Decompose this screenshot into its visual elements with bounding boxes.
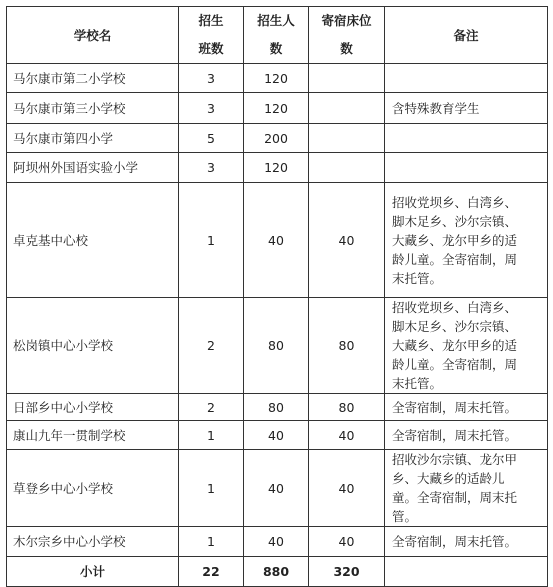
school-name-cell: 马尔康市第四小学 (7, 124, 179, 153)
table-row (7, 64, 548, 93)
classes-cell: 1 (179, 183, 244, 298)
school-name-cell: 卓克基中心校 (7, 183, 179, 298)
beds-cell: 40 (309, 183, 385, 298)
table-row (7, 421, 548, 450)
beds-cell: 40 (309, 527, 385, 557)
header-students-line-2: 数 (269, 41, 283, 56)
header-classes-line-2: 班数 (198, 41, 224, 56)
note-line: 招收沙尔宗镇、龙尔甲 (392, 452, 518, 467)
beds-cell: 80 (309, 298, 385, 394)
beds-cell: 40 (309, 450, 385, 527)
note-cell (385, 421, 548, 450)
students-cell: 40 (244, 527, 309, 557)
note-line: 龄儿童。全寄宿制，周 (392, 357, 518, 372)
students-cell: 200 (244, 124, 309, 153)
total-classes: 22 (179, 557, 244, 587)
students-cell: 120 (244, 93, 309, 124)
classes-cell: 1 (179, 450, 244, 527)
enrollment-table (6, 6, 548, 587)
header-students (244, 7, 309, 64)
beds-cell: 80 (309, 394, 385, 421)
note-line: 末托管。 (392, 376, 443, 391)
note-line: 招收党坝乡、白湾乡、 (392, 194, 518, 210)
beds-cell (309, 64, 385, 93)
beds-cell (309, 153, 385, 183)
school-name-cell: 阿坝州外国语实验小学 (7, 153, 179, 183)
note-line: 招收党坝乡、白湾乡、 (392, 300, 518, 315)
total-row (7, 557, 548, 587)
school-name-cell: 草登乡中心小学校 (7, 450, 179, 527)
header-note: 备注 (385, 7, 548, 64)
note-line: 含特殊教育学生 (392, 100, 480, 116)
note-cell (385, 298, 548, 394)
table-row (7, 450, 548, 527)
note-cell (385, 394, 548, 421)
students-cell: 80 (244, 394, 309, 421)
header-beds (309, 7, 385, 64)
school-name-cell: 康山九年一贯制学校 (7, 421, 179, 450)
beds-cell (309, 124, 385, 153)
header-students-line-1: 招生人 (257, 13, 295, 28)
note-line: 末托管。 (392, 270, 443, 286)
header-classes-line-1: 招生 (198, 13, 224, 28)
classes-cell: 3 (179, 93, 244, 124)
school-name-cell: 松岗镇中心小学校 (7, 298, 179, 394)
header-beds-line-1: 寄宿床位 (321, 13, 372, 28)
note-line: 龄儿童。全寄宿制，周 (392, 251, 518, 267)
note-line: 大藏乡、龙尔甲乡的适 (392, 232, 518, 248)
classes-cell: 2 (179, 394, 244, 421)
classes-cell: 3 (179, 153, 244, 183)
table-row (7, 527, 548, 557)
classes-cell: 1 (179, 421, 244, 450)
students-cell: 40 (244, 183, 309, 298)
table-row (7, 298, 548, 394)
students-cell: 120 (244, 153, 309, 183)
classes-cell: 1 (179, 527, 244, 557)
note-line: 全寄宿制，周末托管。 (392, 427, 518, 443)
note-line: 脚木足乡、沙尔宗镇、 (392, 213, 518, 229)
beds-cell (309, 93, 385, 124)
enrollment-table-container (6, 6, 548, 587)
note-line: 管。 (392, 509, 418, 524)
header-classes (179, 7, 244, 64)
total-beds: 320 (309, 557, 385, 587)
note-line: 童。全寄宿制，周末托 (392, 490, 518, 505)
table-body (7, 64, 548, 557)
note-line: 乡、大藏乡的适龄儿 (392, 471, 505, 486)
students-cell: 40 (244, 421, 309, 450)
note-cell (385, 527, 548, 557)
header-beds-line-2: 数 (340, 41, 353, 56)
table-row (7, 153, 548, 183)
table-row (7, 183, 548, 298)
school-name-cell: 马尔康市第二小学校 (7, 64, 179, 93)
note-cell (385, 64, 548, 93)
table-row (7, 394, 548, 421)
students-cell: 40 (244, 450, 309, 527)
note-line: 全寄宿制，周末托管。 (392, 399, 518, 415)
classes-cell: 3 (179, 64, 244, 93)
students-cell: 80 (244, 298, 309, 394)
header-school: 学校名 (7, 7, 179, 64)
note-line: 脚木足乡、沙尔宗镇、 (392, 319, 518, 334)
total-students: 880 (244, 557, 309, 587)
table-row (7, 93, 548, 124)
total-note (385, 557, 548, 587)
beds-cell: 40 (309, 421, 385, 450)
school-name-cell: 木尔宗乡中心小学校 (7, 527, 179, 557)
note-cell (385, 153, 548, 183)
note-cell (385, 450, 548, 527)
header-row (7, 7, 548, 64)
students-cell: 120 (244, 64, 309, 93)
note-cell (385, 93, 548, 124)
note-line: 大藏乡、龙尔甲乡的适 (392, 338, 518, 353)
school-name-cell: 日部乡中心小学校 (7, 394, 179, 421)
note-cell (385, 183, 548, 298)
school-name-cell: 马尔康市第三小学校 (7, 93, 179, 124)
classes-cell: 2 (179, 298, 244, 394)
total-label: 小计 (7, 557, 179, 587)
table-row (7, 124, 548, 153)
note-cell (385, 124, 548, 153)
note-line: 全寄宿制，周末托管。 (392, 534, 518, 549)
classes-cell: 5 (179, 124, 244, 153)
